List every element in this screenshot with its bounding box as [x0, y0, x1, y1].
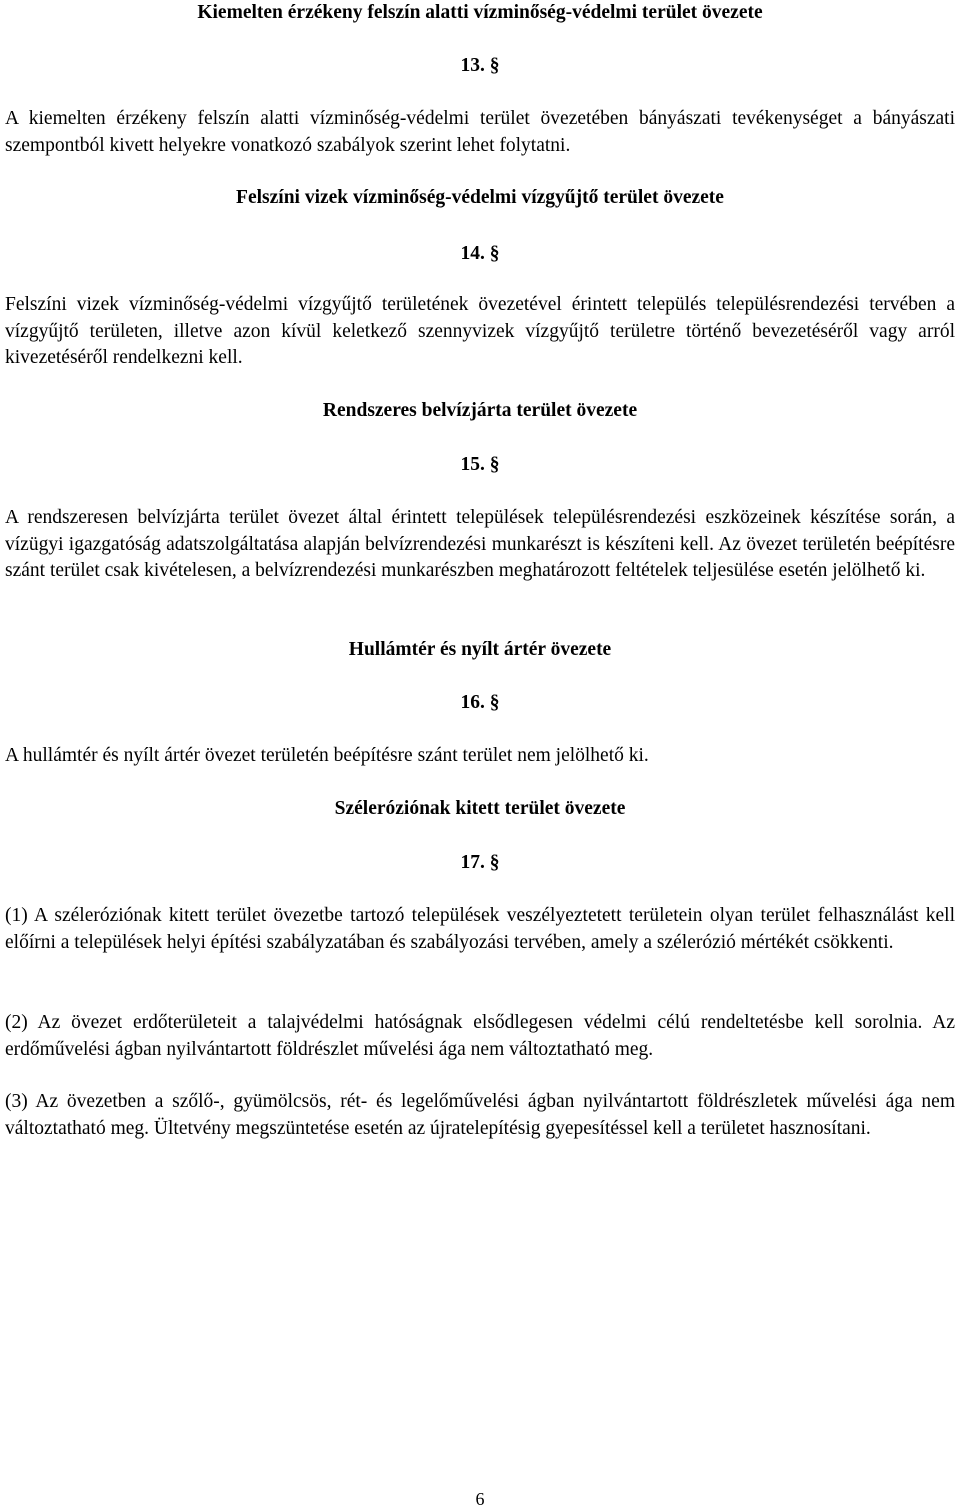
zone-heading-14: Felszíni vizek vízminőség-védelmi vízgyűjtő terület övezete: [236, 187, 724, 208]
section-number-15: 15. §: [460, 454, 500, 475]
zone-heading-16: Hullámtér és nyílt ártér övezete: [348, 639, 612, 660]
paragraph-17-2: (2) Az övezet erdőterületeit a talajvédelmi hatóságnak elsődlegesen védelmi célú rendeltetésbe kell sorolnia. Az erdőművelési ágban nyilvántartott földrészlet művelési ága nem változtatható meg.: [5, 1012, 955, 1060]
paragraph-16: A hullámtér és nyílt ártér övezet területén beépítésre szánt terület nem jelölhető ki.: [5, 745, 649, 766]
section-number-16: 16. §: [460, 692, 500, 713]
section-number-14: 14. §: [460, 243, 500, 264]
section-number-13: 13. §: [460, 55, 500, 76]
paragraph-15: A rendszeresen belvízjárta terület övezet által érintett települések településrendezési eszközeinek készítése során, a vízügyi igazgatóság adatszolgáltatása alapján belvízrendezési munkarészt is készíteni kell. Az övezet területén beépítésre szánt terület csak kivételesen, a belvízrendezési munkarészben meghatározott feltételek teljesülése esetén jelölhető ki.: [5, 507, 955, 581]
paragraph-14: Felszíni vizek vízminőség-védelmi vízgyűjtő területének övezetével érintett település településrendezési tervében a vízgyűjtő területen, illetve azon kívül keletkező szennyvizek vízgyűjtő területre történő bevezetéséről vagy arról kivezetéséről rendelkezni kell.: [5, 294, 955, 368]
section-number-17: 17. §: [460, 852, 500, 873]
zone-heading-13: Kiemelten érzékeny felszín alatti vízminőség-védelmi terület övezete: [197, 2, 763, 23]
paragraph-17-1: (1) A széleróziónak kitett terület övezetbe tartozó települések veszélyeztetett területein olyan terület felhasználást kell előírni a települések helyi építési szabályzatában és szabályozási tervében, amely a szélerózió mértékét csökkenti.: [5, 905, 955, 953]
zone-heading-17: Széleróziónak kitett terület övezete: [334, 798, 626, 819]
page-number: 6: [475, 1489, 485, 1509]
paragraph-13: A kiemelten érzékeny felszín alatti vízminőség-védelmi terület övezetében bányászati tevékenységet a bányászati szempontból kivett helyekre vonatkozó szabályok szerint lehet folytatni.: [5, 108, 955, 156]
paragraph-17-3: (3) Az övezetben a szőlő-, gyümölcsös, rét- és legelőművelési ágban nyilvántartott földrészletek művelési ága nem változtatható meg. Ültetvény megszüntetése esetén az újratelepítésig gyepesítéssel kell a területet hasznosítani.: [5, 1091, 955, 1139]
zone-heading-15: Rendszeres belvízjárta terület övezete: [322, 400, 638, 421]
